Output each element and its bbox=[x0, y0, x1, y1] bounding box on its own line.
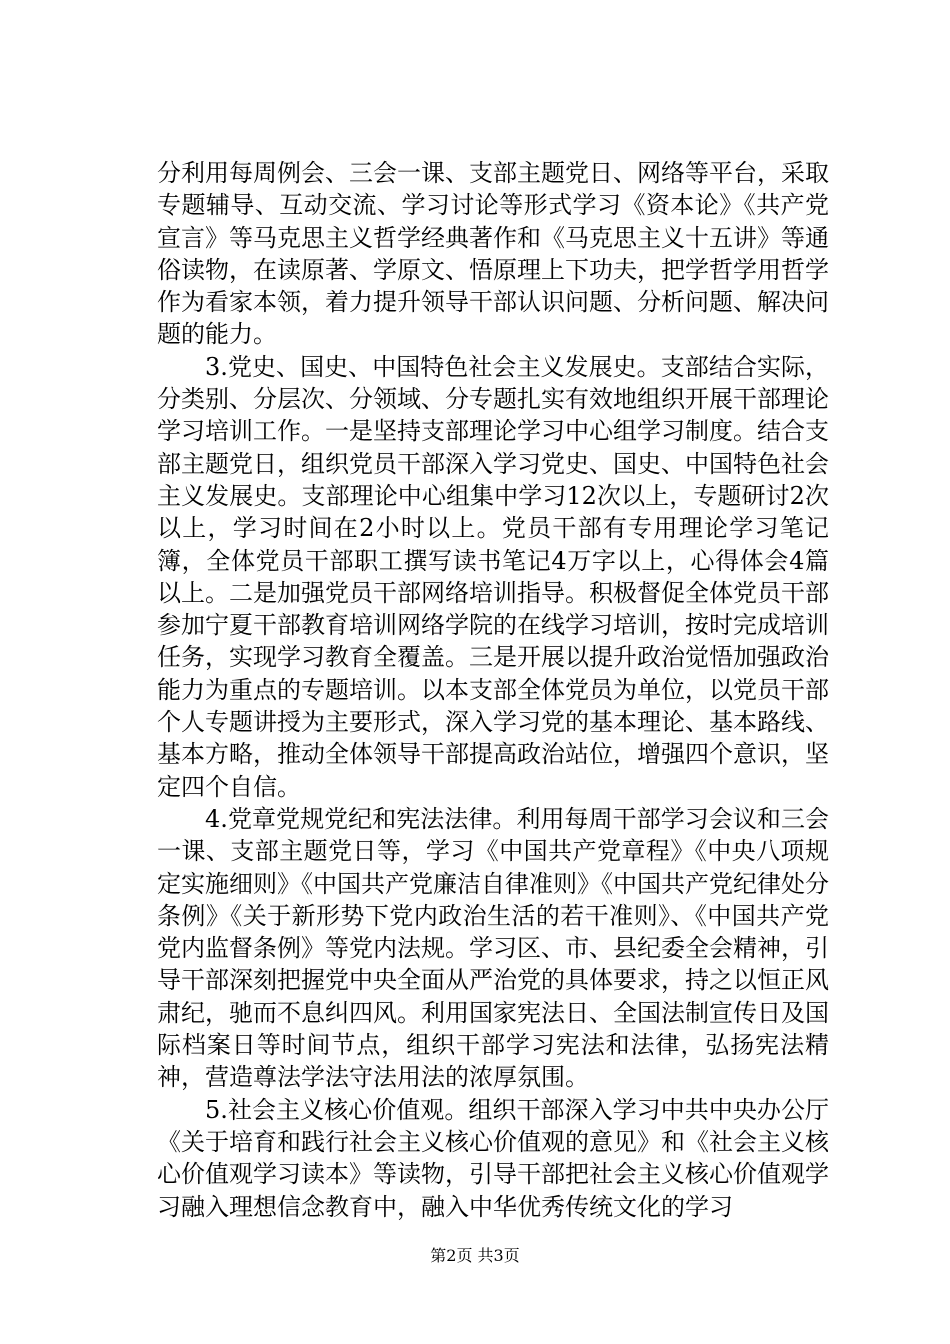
paragraph-4: 5.社会主义核心价值观。组织干部深入学习中共中央办公厅《关于培育和践行社会主义核心价值观的意见》和《社会主义核心价值观学习读本》等读物，引导干部把社会主义核心价值观学习融入理想信念教育中，融入中华优秀传统文化的学习 bbox=[157, 1095, 829, 1221]
document-body bbox=[157, 157, 829, 1223]
page-footer: 第2页 共3页 bbox=[430, 1246, 520, 1265]
paragraph-2: 3.党史、国史、中国特色社会主义发展史。支部结合实际，分类别、分层次、分领域、分专题扎实有效地组织开展干部理论学习培训工作。一是坚持支部理论学习中心组学习制度。结合支部主题党日，组织党员干部深入学习党史、国史、中国特色社会主义发展史。支部理论中心组集中学习12次以上，专题研讨2次以上，学习时间在2小时以上。党员干部有专用理论学习笔记簿，全体党员干部职工撰写读书笔记4万字以上，心得体会4篇以上。二是加强党员干部网络培训指导。积极督促全体党员干部参加宁夏干部教育培训网络学院的在线学习培训，按时完成培训任务，实现学习教育全覆盖。三是开展以提升政治觉悟加强政治能力为重点的专题培训。以本支部全体党员为单位，以党员干部个人专题讲授为主要形式，深入学习党的基本理论、基本路线、基本方略，推动全体领导干部提高政治站位，增强四个意识，坚定四个自信。 bbox=[157, 352, 829, 801]
paragraph-1: 分利用每周例会、三会一课、支部主题党日、网络等平台，采取专题辅导、互动交流、学习讨论等形式学习《资本论》《共产党宣言》等马克思主义哲学经典著作和《马克思主义十五讲》等通俗读物，在读原著、学原文、悟原理上下功夫，把学哲学用哲学作为看家本领，着力提升领导干部认识问题、分析问题、解决问题的能力。 bbox=[157, 159, 829, 349]
paragraph-3: 4.党章党规党纪和宪法法律。利用每周干部学习会议和三会一课、支部主题党日等，学习《中国共产党章程》《中央八项规定实施细则》《中国共产党廉洁自律准则》《中国共产党纪律处分条例》《关于新形势下党内政治生活的若干准则》、《中国共产党党内监督条例》等党内法规。学习区、市、县纪委全会精神，引导干部深刻把握党中央全面从严治党的具体要求，持之以恒正风肃纪，驰而不息纠四风。利用国家宪法日、全国法制宣传日及国际档案日等时间节点，组织干部学习宪法和法律，弘扬宪法精神，营造尊法学法守法用法的浓厚氛围。 bbox=[157, 804, 829, 1092]
